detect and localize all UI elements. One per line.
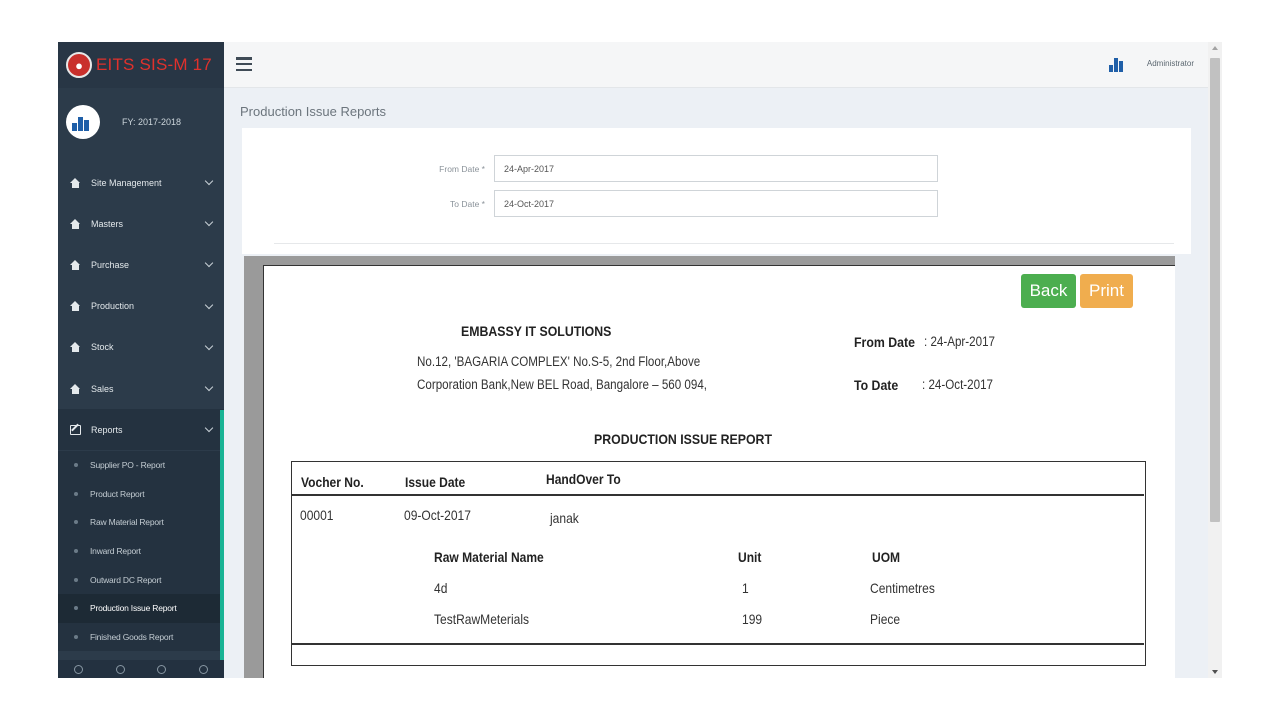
circle-icon <box>74 463 78 467</box>
submenu-item-supplier-po-report[interactable] <box>58 451 220 480</box>
sidebar-item-label: Production <box>91 301 135 312</box>
edit-icon <box>70 425 81 435</box>
circle-icon <box>74 606 78 610</box>
submenu-item-label: Finished Goods Report <box>90 631 174 642</box>
app-window <box>58 42 1222 678</box>
chevron-down-icon <box>205 300 213 308</box>
circle-icon <box>74 578 78 582</box>
circle-icon <box>74 492 78 496</box>
report-table <box>291 461 1146 666</box>
sidebar-item-site-management[interactable] <box>58 162 224 203</box>
sidebar <box>58 42 224 678</box>
submenu-item-label: Raw Material Report <box>90 517 164 528</box>
sidebar-item-production[interactable] <box>58 286 224 327</box>
item-column-header: Raw Material Name <box>434 549 544 565</box>
from-date-value: : 24-Apr-2017 <box>924 334 996 349</box>
sidebar-item-purchase[interactable] <box>58 244 224 285</box>
submenu-item-product-report[interactable] <box>58 480 220 509</box>
table-divider <box>292 494 1144 496</box>
home-icon <box>70 342 81 352</box>
unit-value: 1 <box>742 580 749 596</box>
hamburger-menu-icon[interactable] <box>236 57 252 71</box>
issue-date: 09-Oct-2017 <box>404 507 471 523</box>
submenu-item-finished-goods-report[interactable] <box>58 623 220 652</box>
unit-value: 199 <box>742 611 763 627</box>
report-document <box>263 265 1175 678</box>
page-scrollbar[interactable] <box>1208 42 1222 678</box>
home-icon <box>70 384 81 394</box>
column-header: HandOver To <box>546 471 621 487</box>
chevron-down-icon <box>205 177 213 185</box>
company-logo-icon <box>66 105 100 139</box>
sidebar-item-label: Sales <box>91 383 114 394</box>
to-date-value: : 24-Oct-2017 <box>922 377 993 392</box>
sidebar-item-label: Stock <box>91 342 114 353</box>
main-content <box>224 88 1208 678</box>
chevron-down-icon <box>205 342 213 350</box>
top-navbar <box>224 42 1208 88</box>
home-icon <box>70 301 81 311</box>
power-icon[interactable] <box>199 665 208 674</box>
back-button[interactable]: Back <box>1021 274 1076 308</box>
company-name: EMBASSY IT SOLUTIONS <box>461 323 612 339</box>
item-column-header: Unit <box>738 549 762 565</box>
fiscal-year: FY: 2017-2018 <box>122 117 182 127</box>
chevron-down-icon <box>205 383 213 391</box>
to-date-label: To Date * <box>450 199 485 209</box>
company-address-line2: Corporation Bank,New BEL Road, Bangalore – 560 094, <box>417 377 708 392</box>
item-column-header: UOM <box>872 549 901 565</box>
column-header: Vocher No. <box>301 474 364 490</box>
page-title: Production Issue Reports <box>240 104 386 119</box>
sidebar-item-sales[interactable] <box>58 368 224 409</box>
voucher-number: 00001 <box>300 507 334 523</box>
scroll-up-icon[interactable] <box>1212 46 1218 50</box>
paw-logo-icon: ● <box>66 52 92 78</box>
column-header: Issue Date <box>405 474 466 490</box>
divider <box>274 243 1174 244</box>
circle-icon <box>74 520 78 524</box>
brand-name: EITS SIS-M 17 <box>96 55 212 74</box>
chevron-down-icon <box>205 424 213 432</box>
fullscreen-icon[interactable] <box>116 665 125 674</box>
sidebar-item-masters[interactable] <box>58 203 224 244</box>
from-date-heading: From Date <box>854 334 915 350</box>
from-date-label: From Date * <box>439 164 485 174</box>
user-menu[interactable]: Administrator <box>1146 59 1194 68</box>
print-button[interactable]: Print <box>1080 274 1133 308</box>
chevron-down-icon <box>205 259 213 267</box>
home-icon <box>70 260 81 270</box>
sidebar-item-reports[interactable] <box>58 409 224 450</box>
reports-submenu <box>58 451 220 651</box>
circle-icon <box>74 549 78 553</box>
submenu-item-production-issue-report[interactable] <box>58 594 220 623</box>
raw-material-name: 4d <box>434 580 448 596</box>
eye-slash-icon[interactable] <box>157 665 166 674</box>
filter-panel <box>242 128 1191 254</box>
report-viewer <box>244 256 1175 678</box>
submenu-item-raw-material-report[interactable] <box>58 508 220 537</box>
submenu-item-outward-dc-report[interactable] <box>58 565 220 594</box>
submenu-item-inward-report[interactable] <box>58 537 220 566</box>
submenu-item-label: Outward DC Report <box>90 574 162 585</box>
submenu-item-label: Production Issue Report <box>90 603 177 614</box>
sidebar-item-label: Reports <box>91 424 123 435</box>
scroll-down-icon[interactable] <box>1212 670 1218 674</box>
from-date-input[interactable]: 24-Apr-2017 <box>494 155 938 182</box>
sidebar-item-label: Purchase <box>91 259 130 270</box>
uom-value: Centimetres <box>870 580 935 596</box>
sidebar-footer <box>58 660 224 678</box>
sidebar-item-label: Masters <box>91 218 124 229</box>
company-address-line1: No.12, 'BAGARIA COMPLEX' No.S-5, 2nd Floor,Above <box>417 354 701 369</box>
sidebar-item-stock[interactable] <box>58 327 224 368</box>
submenu-item-label: Supplier PO - Report <box>90 460 165 471</box>
home-icon <box>70 178 81 188</box>
scrollbar-thumb[interactable] <box>1210 58 1220 522</box>
uom-value: Piece <box>870 611 901 627</box>
submenu-item-label: Product Report <box>90 488 145 499</box>
user-avatar-icon[interactable] <box>1109 55 1126 72</box>
sidebar-item-label: Site Management <box>91 177 162 188</box>
circle-icon <box>74 635 78 639</box>
chevron-down-icon <box>205 218 213 226</box>
home-icon <box>70 219 81 229</box>
report-title: PRODUCTION ISSUE REPORT <box>594 431 772 447</box>
submenu-item-label: Inward Report <box>90 546 141 557</box>
sidebar-menu <box>58 162 224 450</box>
table-divider <box>292 643 1144 645</box>
gear-icon[interactable] <box>74 665 83 674</box>
user-panel <box>66 104 216 140</box>
brand[interactable] <box>58 42 224 88</box>
to-date-input[interactable]: 24-Oct-2017 <box>494 190 938 217</box>
to-date-heading: To Date <box>854 377 899 393</box>
raw-material-name: TestRawMeterials <box>434 611 530 627</box>
handover-to: janak <box>550 510 579 526</box>
